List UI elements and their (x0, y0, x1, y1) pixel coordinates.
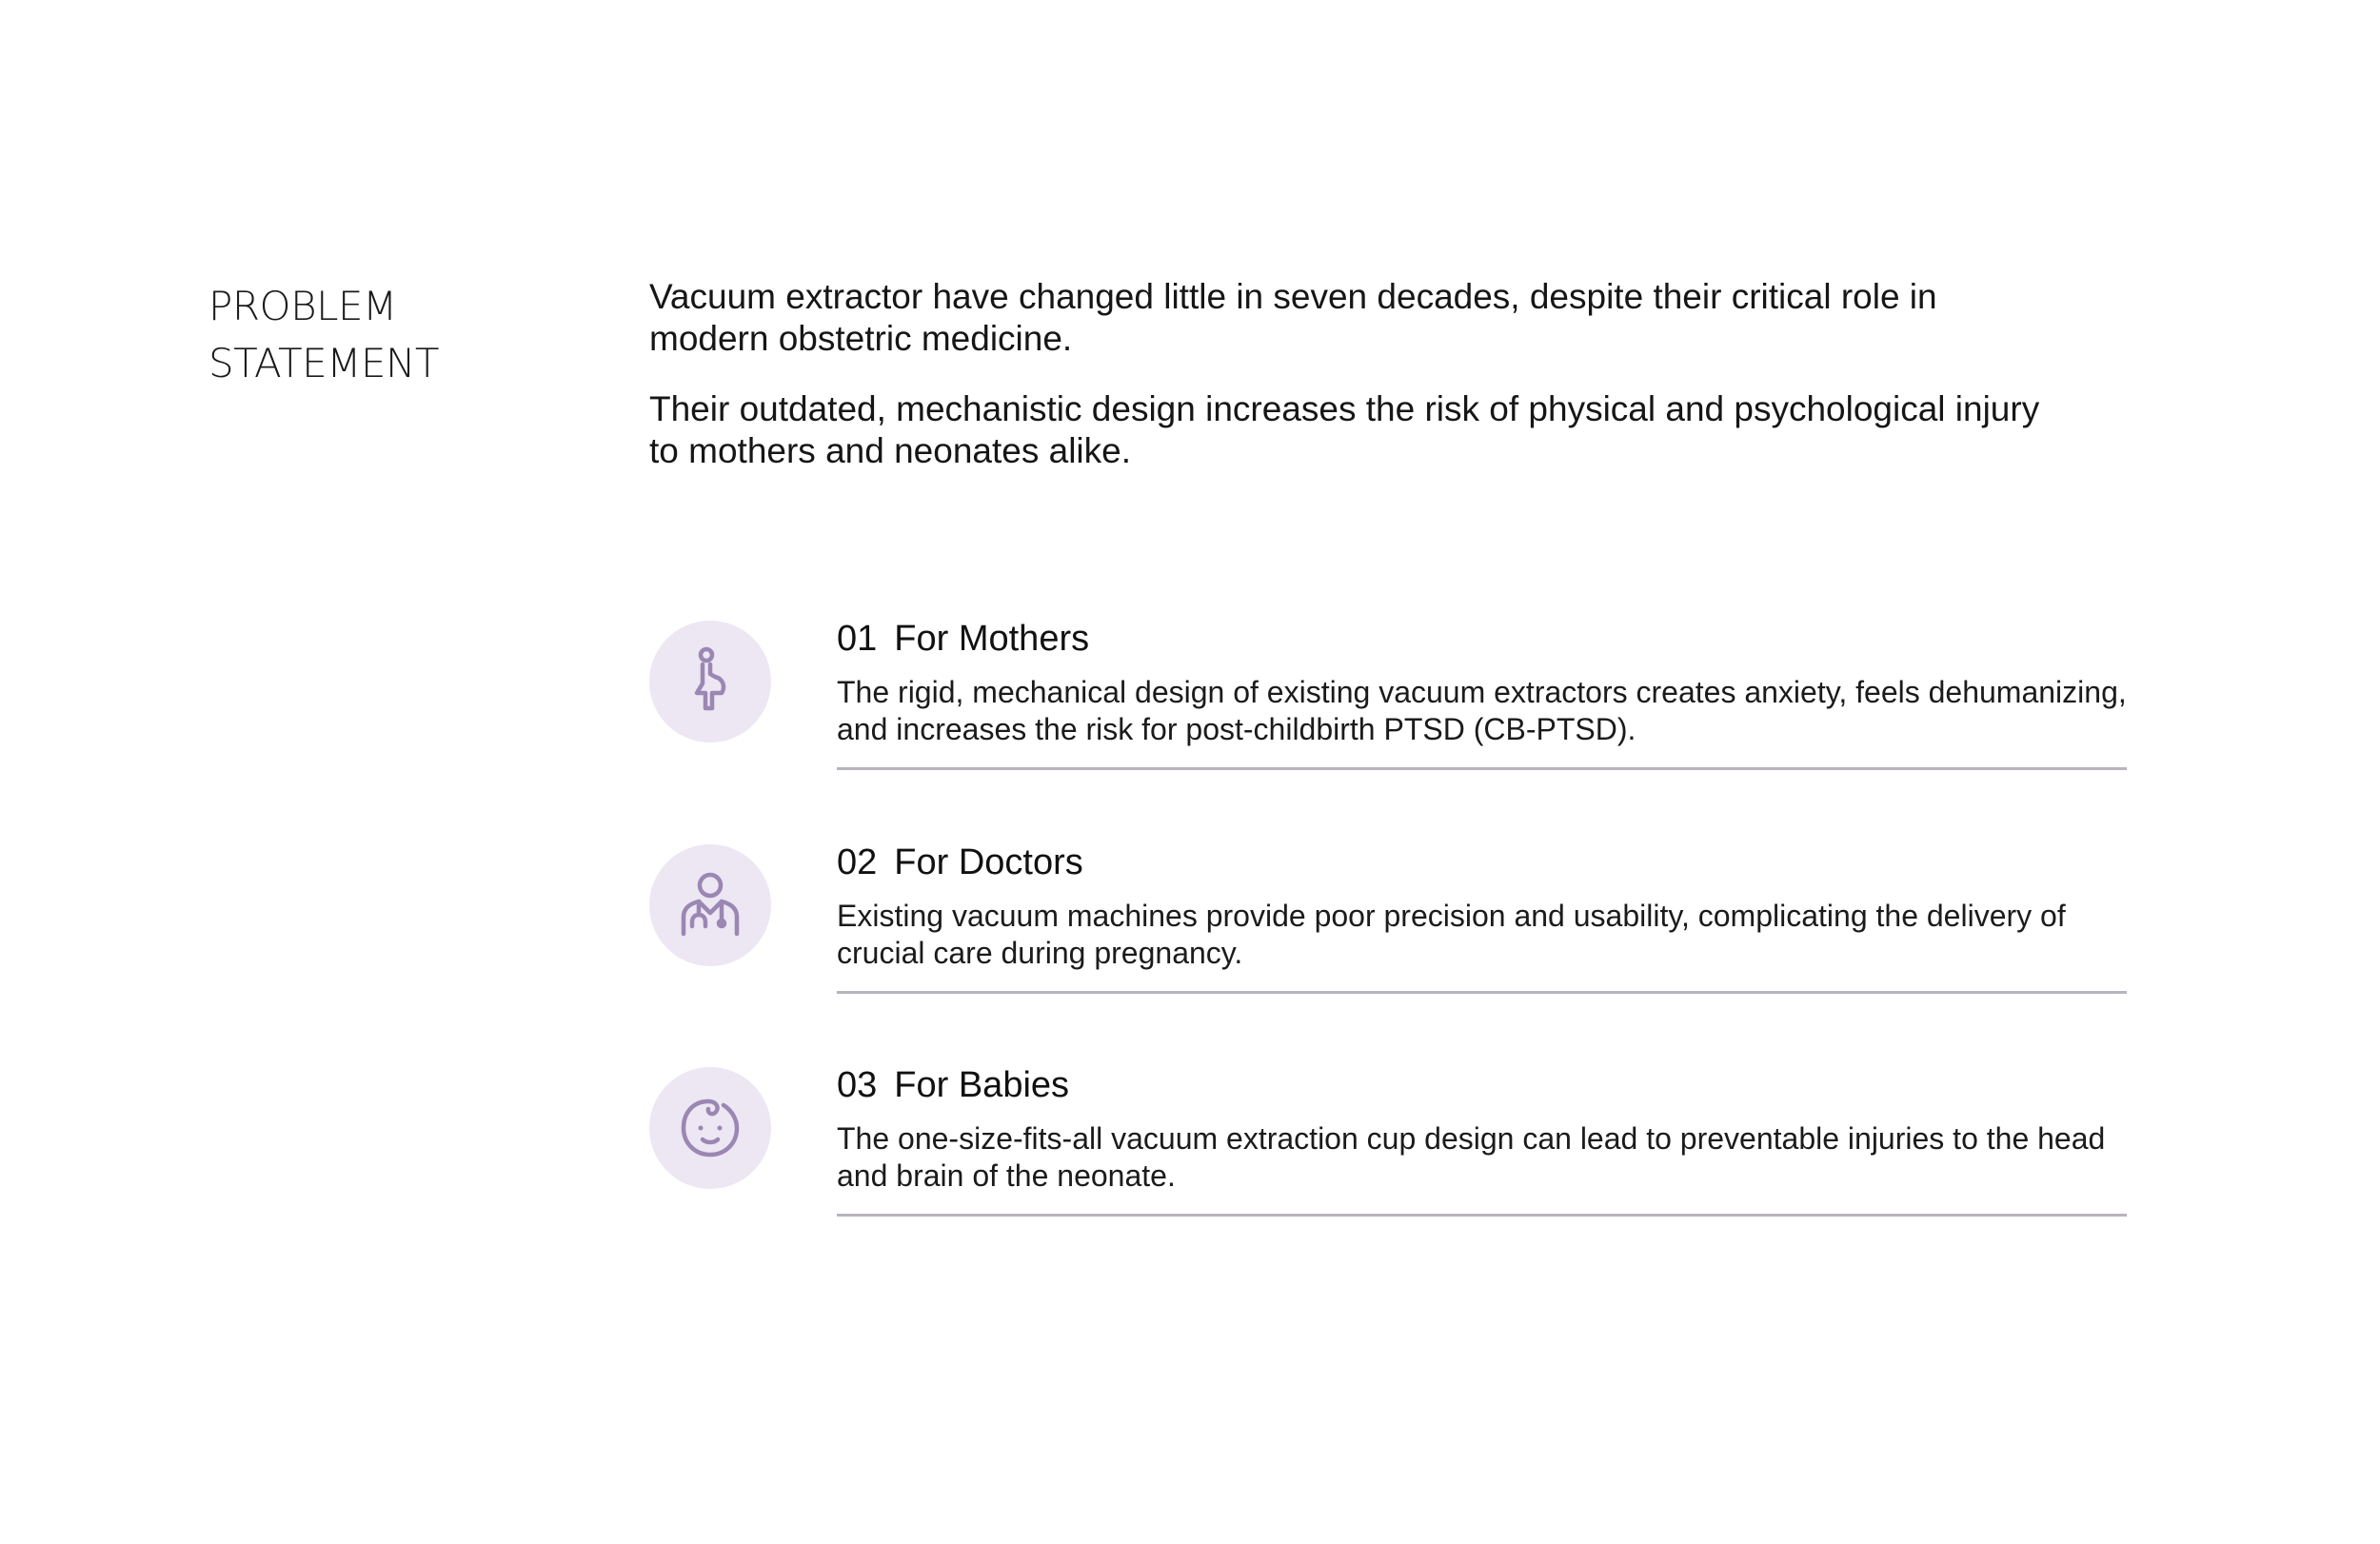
problem-item-description: The one-size-fits-all vacuum extraction cup design can lead to preventable injuries to the head and brain of the neonate. (837, 1121, 2106, 1193)
problem-item-heading: For Doctors (894, 842, 1083, 882)
section-label-line2: STATEMENT (208, 340, 440, 386)
baby-face-icon (674, 1092, 746, 1164)
intro-text (649, 276, 2058, 501)
intro-paragraph-1: Vacuum extractor have changed little in seven decades, despite their critical role in modern obstetric medicine. (649, 277, 1937, 358)
problem-item-content (837, 1061, 2127, 1217)
doctor-icon (674, 869, 746, 941)
icon-circle (649, 621, 771, 742)
problem-item-title (837, 615, 2127, 663)
problem-item-description: The rigid, mechanical design of existing vacuum extractors creates anxiety, feels dehumanizing, and increases the risk for post-childbirth PTSD (CB-PTSD). (837, 675, 2127, 746)
problem-item-heading: For Babies (894, 1065, 1070, 1105)
intro-paragraph-2: Their outdated, mechanistic design increases the risk of physical and psychological injury to mothers and neonates alike. (649, 389, 2040, 470)
problem-item-content (837, 839, 2127, 994)
pregnant-woman-icon (674, 645, 746, 718)
problem-item-title (837, 1061, 2127, 1109)
problem-item-number: 03 (837, 1065, 878, 1105)
problem-item-content (837, 615, 2127, 770)
section-label (208, 278, 589, 392)
section-label-line1: PROBLEM (208, 283, 397, 329)
icon-circle (649, 844, 771, 966)
problem-item-heading: For Mothers (894, 619, 1090, 659)
problem-item-description: Existing vacuum machines provide poor precision and usability, complicating the delivery of crucial care during pregnancy. (837, 899, 2066, 970)
problem-item-title (837, 839, 2127, 886)
problem-item-number: 02 (837, 842, 878, 882)
icon-circle (649, 1067, 771, 1189)
problem-item-number: 01 (837, 619, 878, 659)
